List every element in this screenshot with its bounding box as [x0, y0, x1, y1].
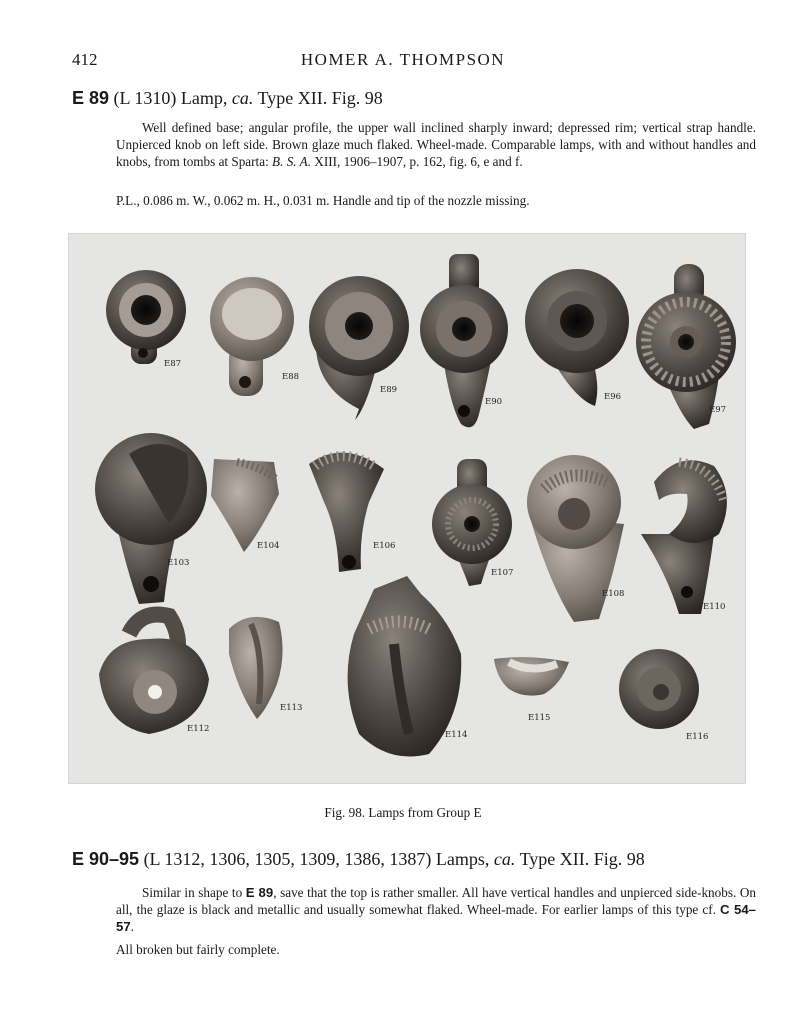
running-title: HOMER A. THOMPSON [300, 50, 506, 69]
description-text-middle: , save that the top is rather smaller. All have vertical handles and unpierced side-knobs. On all, the glaze is black and metallic and usually somewhat flaked. Wheel-made. For earlier lamps of this type cf. [116, 885, 756, 917]
lamp-e106 [309, 453, 384, 572]
label-e87: E87 [164, 359, 182, 369]
label-e116: E116 [686, 732, 709, 742]
label-e106: E106 [373, 541, 396, 551]
circa-abbrev: ca. [231, 88, 254, 108]
label-e114: E114 [445, 730, 468, 740]
label-e88: E88 [282, 372, 300, 382]
description-text-end: XIII, 1906–1907, p. 162, fig. 6, e and f. [311, 154, 523, 169]
description-text-end: . [130, 919, 134, 934]
bibliographic-reference: B. S. A. [272, 154, 311, 169]
label-e113: E113 [280, 703, 303, 713]
lamp-e112 [99, 614, 209, 734]
label-e89: E89 [380, 385, 398, 395]
catalogue-number: E 89 [72, 88, 110, 108]
type-reference: Type XII. Fig. 98 [519, 849, 645, 869]
cross-reference-e89: E 89 [245, 885, 274, 900]
inventory-numbers: (L 1312, 1306, 1305, 1309, 1386, 1387) Lamps, [143, 849, 490, 869]
lamp-e96 [525, 269, 629, 406]
page-number: 412 [72, 50, 98, 69]
entry-heading-e89 [72, 88, 383, 109]
lamps-plate-svg [69, 234, 745, 783]
label-e96: E96 [604, 392, 622, 402]
label-e90: E90 [485, 397, 503, 407]
inventory-number: (L 1310) Lamp, [113, 88, 228, 108]
lamp-e104 [211, 459, 279, 552]
description-text: Similar in shape to [142, 885, 246, 900]
label-e108: E108 [602, 589, 625, 599]
entry-condition-note: All broken but fairly complete. [116, 942, 280, 957]
lamp-e110 [641, 460, 727, 614]
lamp-e107 [432, 459, 512, 586]
label-e112: E112 [187, 724, 210, 734]
label-e97: E97 [709, 405, 727, 415]
label-e107: E107 [491, 568, 514, 578]
lamp-e89 [309, 276, 409, 420]
lamp-e87 [106, 270, 186, 364]
entry-description-e90-95 [116, 884, 756, 935]
catalogue-number: E 90–95 [72, 849, 140, 869]
type-reference: Type XII. Fig. 98 [257, 88, 383, 108]
lamp-e103 [95, 433, 207, 604]
description-text: Well defined base; angular profile, the upper wall inclined sharply inward; depressed rim; vertical strap handle. Unpierced knob on left side. Brown glaze much flaked. Wheel-made. Comparable lamps, with and without handles and knobs, from tombs at Sparta: [116, 120, 756, 169]
label-e110: E110 [703, 602, 726, 612]
entry-dimensions-e89: P.L., 0.086 m. W., 0.062 m. H., 0.031 m. Handle and tip of the nozzle missing. [116, 193, 530, 208]
lamps-photograph [68, 233, 746, 784]
circa-abbrev: ca. [493, 849, 516, 869]
label-e103: E103 [167, 558, 190, 568]
label-e104: E104 [257, 541, 280, 551]
label-e115: E115 [528, 713, 551, 723]
entry-heading-e90-95 [72, 849, 645, 870]
figure-caption: Fig. 98. Lamps from Group E [324, 805, 482, 820]
lamp-e115 [494, 657, 569, 696]
lamp-e113 [229, 617, 283, 719]
entry-description-e89 [116, 119, 756, 170]
lamp-e116 [619, 649, 699, 729]
cross-reference-c54-57: C 54–57 [116, 902, 756, 934]
